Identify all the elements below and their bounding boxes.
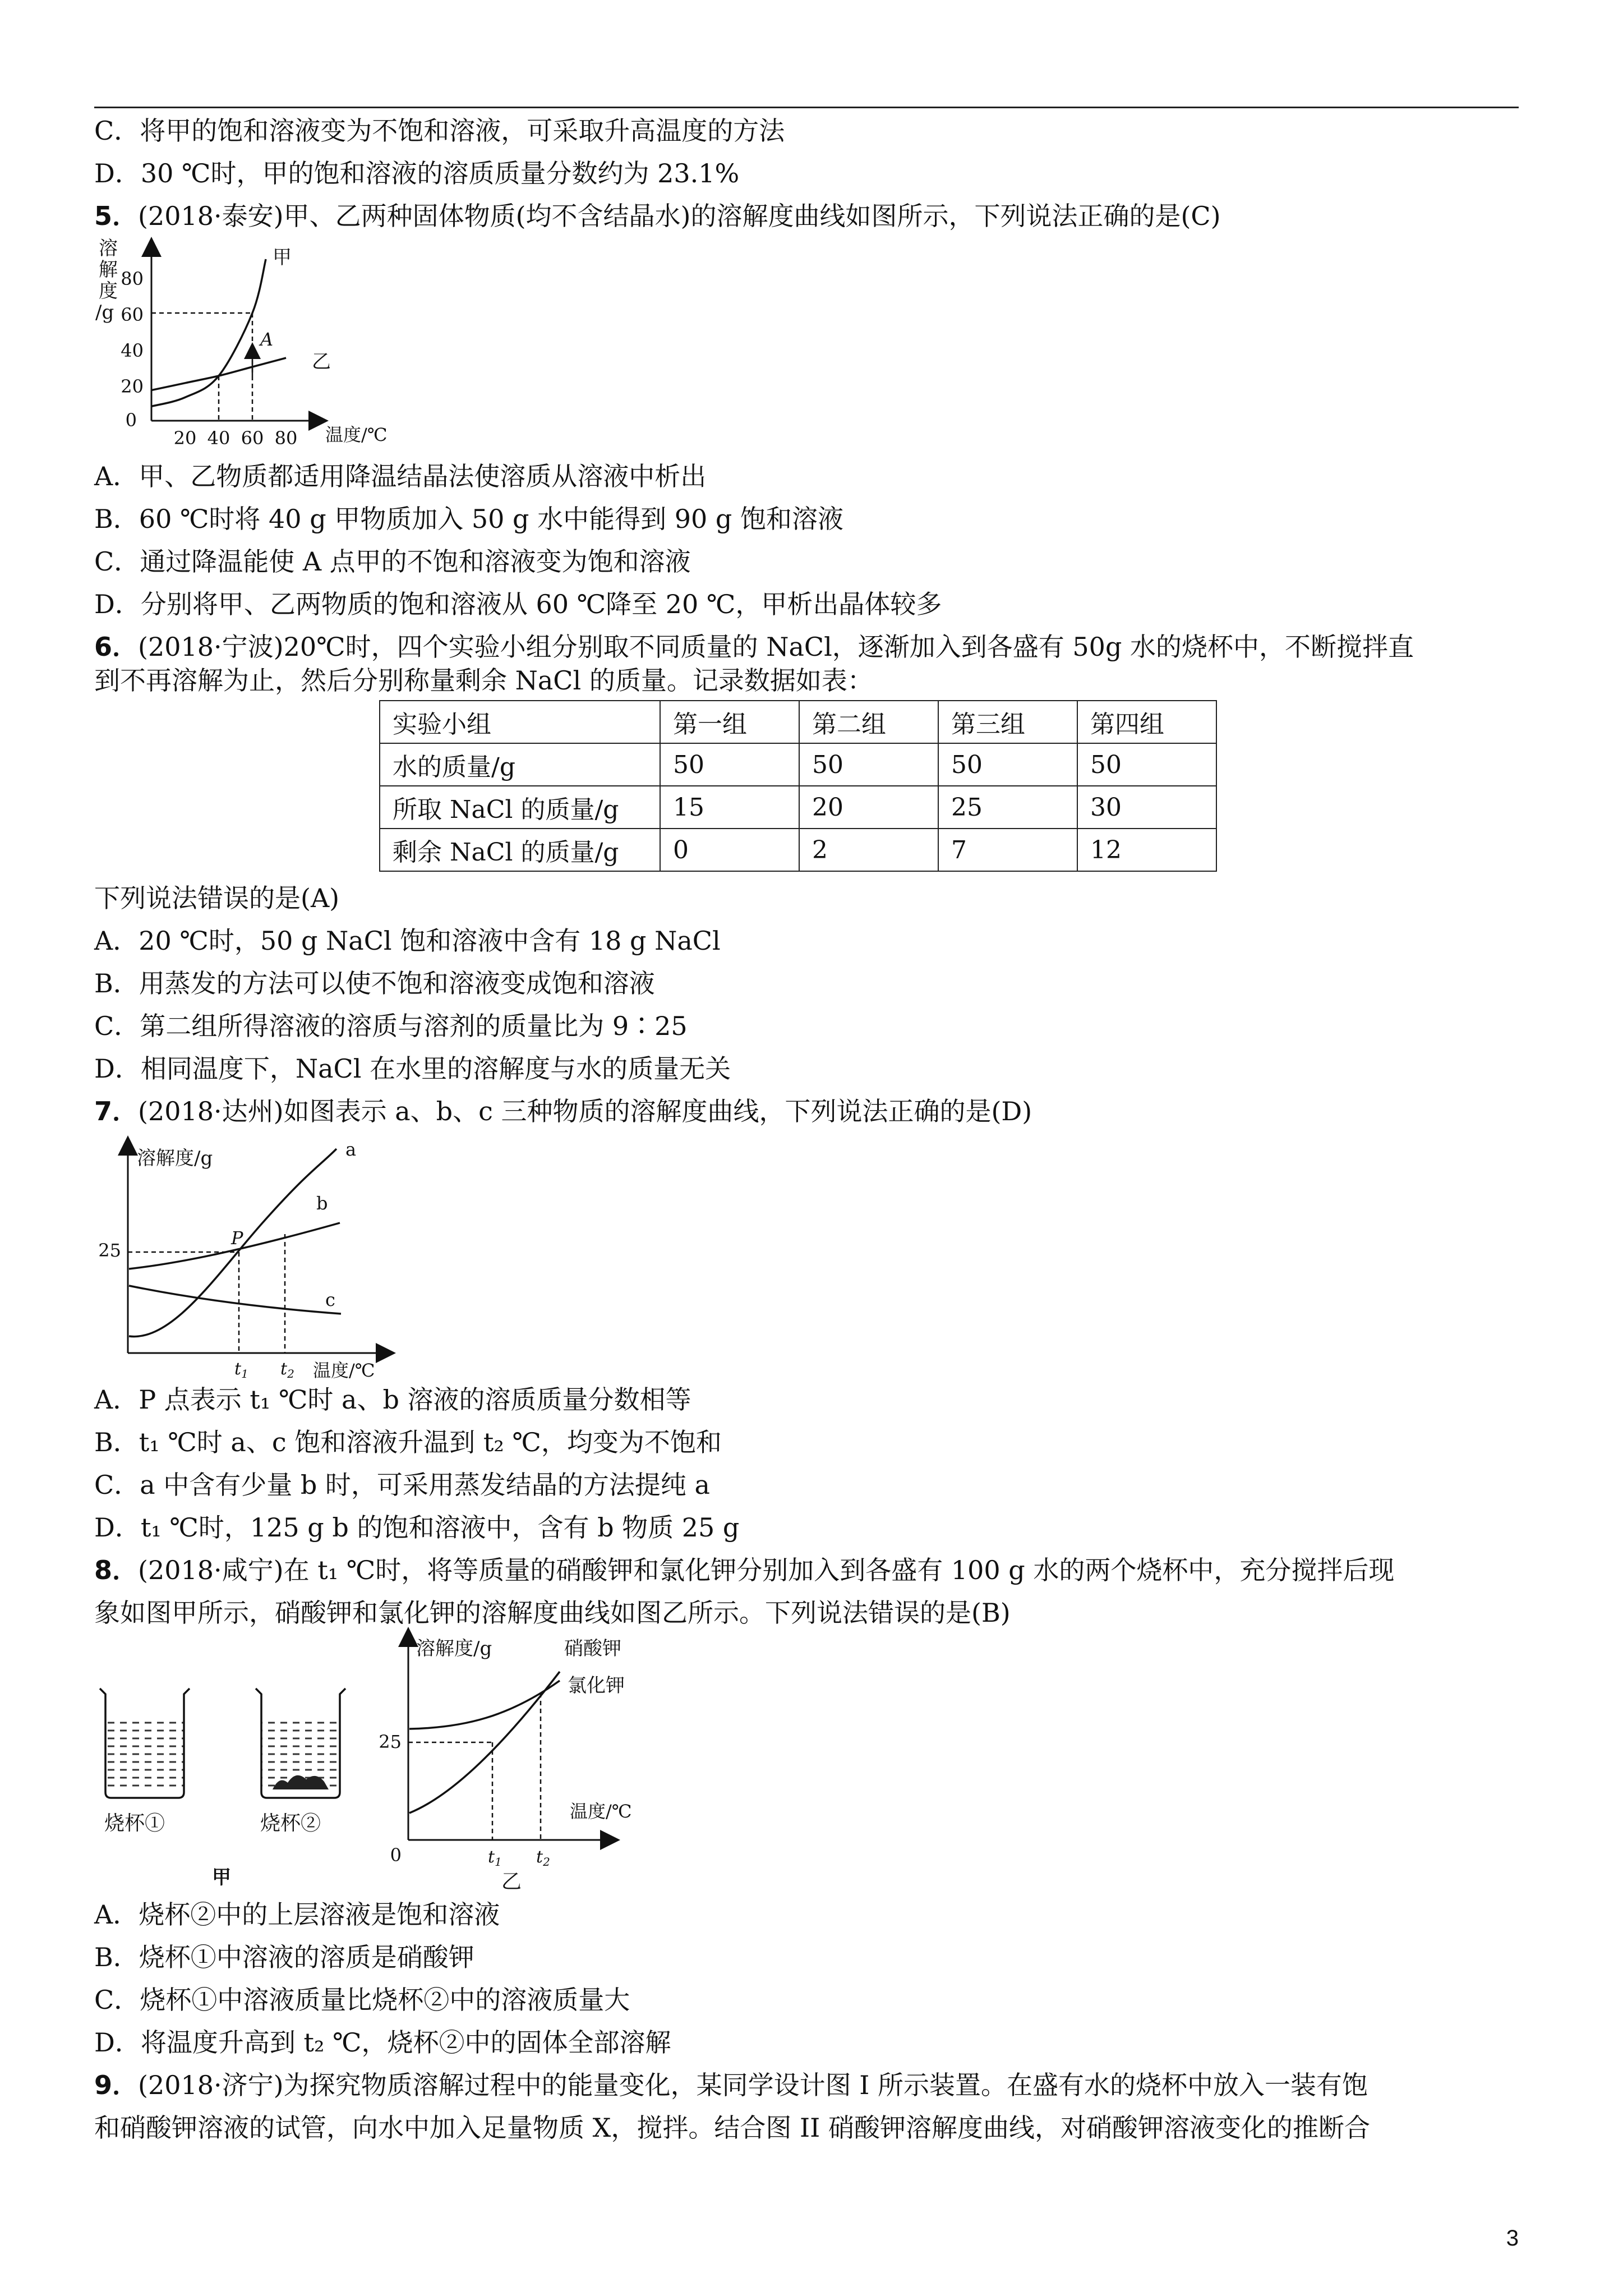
curve-label-yi: 乙 bbox=[312, 351, 331, 373]
ytick-label: 80 bbox=[121, 268, 144, 289]
beaker-1-icon bbox=[100, 1688, 190, 1798]
beaker-2-label: 烧杯② bbox=[260, 1812, 321, 1835]
table-cell: 50 bbox=[938, 743, 1077, 786]
table-cell: 20 bbox=[799, 786, 938, 829]
tick-label-t1: $t_1$ bbox=[488, 1847, 502, 1869]
x-axis-label: 温度/℃ bbox=[325, 424, 388, 445]
question-6-stem bbox=[94, 629, 1414, 664]
header-rule bbox=[94, 107, 1519, 108]
question-number: 5． bbox=[94, 201, 139, 231]
option-c: C．通过降温能使 A 点甲的不饱和溶液变为饱和溶液 bbox=[94, 546, 691, 577]
xtick-label: 60 bbox=[241, 427, 264, 449]
question-5-stem bbox=[94, 199, 1221, 233]
option-b: B．60 ℃时将 40 g 甲物质加入 50 g 水中能得到 90 g 饱和溶液 bbox=[94, 504, 843, 534]
tick-label-t1: $t_1$ bbox=[234, 1359, 248, 1381]
figure-q8-svg bbox=[94, 1632, 700, 1896]
curve-label-b: b bbox=[316, 1193, 328, 1214]
table-cell: 25 bbox=[938, 786, 1077, 829]
figure-q7-solubility bbox=[94, 1139, 431, 1386]
question-text: (2018·泰安)甲、乙两种固体物质(均不含结晶水)的溶解度曲线如图所示，下列说法正确的是(C) bbox=[138, 201, 1221, 231]
ytick-label: 0 bbox=[125, 409, 137, 431]
tick-label-t2: $t_2$ bbox=[536, 1847, 550, 1869]
table-cell: 50 bbox=[799, 743, 938, 786]
question-number: 9． bbox=[94, 2070, 139, 2100]
beaker-1-label: 烧杯① bbox=[104, 1812, 165, 1835]
y-axis-label: 溶解度/g bbox=[416, 1637, 492, 1660]
table-cell: 12 bbox=[1077, 829, 1216, 871]
table-header-cell: 实验小组 bbox=[380, 701, 660, 743]
text-line: C．将甲的饱和溶液变为不饱和溶液，可采取升高温度的方法 bbox=[94, 116, 785, 146]
text-line: 和硝酸钾溶液的试管，向水中加入足量物质 X，搅拌。结合图 II 硝酸钾溶解度曲线，对硝酸钾溶液变化的推断合 bbox=[94, 2113, 1370, 2143]
curve-label-jia: 甲 bbox=[273, 246, 292, 269]
point-label-a: A bbox=[260, 329, 274, 350]
xtick-label: 80 bbox=[274, 427, 298, 449]
point-label-p: P bbox=[231, 1227, 243, 1249]
question-9-stem bbox=[94, 2068, 1368, 2102]
question-number: 6． bbox=[94, 632, 139, 662]
curve-kcl bbox=[409, 1681, 560, 1729]
text-line: D．30 ℃时，甲的饱和溶液的溶质质量分数约为 23.1% bbox=[94, 158, 740, 188]
figure-q5-solubility bbox=[94, 236, 431, 494]
page-number: 3 bbox=[1506, 2226, 1519, 2251]
figure-q5-svg bbox=[94, 236, 431, 494]
tick-label-t2: $t_2$ bbox=[280, 1359, 294, 1381]
origin-label: 0 bbox=[390, 1844, 402, 1866]
table-cell: 水的质量/g bbox=[380, 743, 660, 786]
caption-right: 乙 bbox=[501, 1870, 522, 1893]
question-text: (2018·咸宁)在 t₁ ℃时，将等质量的硝酸钾和氯化钾分别加入到各盛有 100 g 水的两个烧杯中，充分搅拌后现 bbox=[138, 1555, 1395, 1585]
table-header-cell: 第三组 bbox=[938, 701, 1077, 743]
option-c: C．a 中含有少量 b 时，可采用蒸发结晶的方法提纯 a bbox=[94, 1470, 710, 1500]
option-d: D．分别将甲、乙两物质的饱和溶液从 60 ℃降至 20 ℃，甲析出晶体较多 bbox=[94, 589, 942, 619]
table-header-row bbox=[380, 701, 1216, 743]
ytick-label: 40 bbox=[121, 340, 144, 361]
data-table bbox=[379, 700, 1217, 872]
question-number: 7． bbox=[94, 1096, 139, 1126]
table-cell: 7 bbox=[938, 829, 1077, 871]
option-a: A．20 ℃时，50 g NaCl 饱和溶液中含有 18 g NaCl bbox=[94, 926, 721, 956]
table-row bbox=[380, 786, 1216, 829]
table-cell: 15 bbox=[660, 786, 799, 829]
table-cell: 剩余 NaCl 的质量/g bbox=[380, 829, 660, 871]
ytick-label: 60 bbox=[121, 304, 144, 325]
table-header-cell: 第二组 bbox=[799, 701, 938, 743]
curve-jia bbox=[151, 259, 266, 406]
table-cell: 所取 NaCl 的质量/g bbox=[380, 786, 660, 829]
caption-left: 甲 bbox=[212, 1866, 231, 1889]
curve-c bbox=[129, 1286, 341, 1314]
y-axis-label: 溶解度/g bbox=[137, 1147, 213, 1170]
beaker-2-icon bbox=[256, 1688, 345, 1798]
table-cell: 50 bbox=[1077, 743, 1216, 786]
xtick-label: 40 bbox=[207, 427, 230, 449]
table-row bbox=[380, 829, 1216, 871]
ytick-label: 20 bbox=[121, 376, 144, 397]
option-a: A．甲、乙物质都适用降温结晶法使溶质从溶液中析出 bbox=[94, 461, 707, 491]
ytick-label: 25 bbox=[379, 1731, 402, 1752]
figure-q7-svg bbox=[94, 1139, 431, 1386]
ytick-label: 25 bbox=[98, 1240, 121, 1261]
xtick-label: 20 bbox=[173, 427, 197, 449]
table-cell: 30 bbox=[1077, 786, 1216, 829]
table-cell: 0 bbox=[660, 829, 799, 871]
curve-label-kno3: 硝酸钾 bbox=[564, 1637, 621, 1660]
text-line: 到不再溶解为止，然后分别称量剩余 NaCl 的质量。记录数据如表： bbox=[94, 665, 873, 696]
curve-label-c: c bbox=[325, 1289, 335, 1310]
ylabel-char: 解 bbox=[99, 259, 118, 281]
table-header-cell: 第一组 bbox=[660, 701, 799, 743]
option-c: C．第二组所得溶液的溶质与溶剂的质量比为 9∶25 bbox=[94, 1011, 688, 1041]
ylabel-char: 度 bbox=[99, 280, 118, 302]
text-line: 下列说法错误的是(A) bbox=[94, 883, 340, 913]
figure-q8 bbox=[94, 1632, 700, 1896]
question-text: (2018·达州)如图表示 a、b、c 三种物质的溶解度曲线，下列说法正确的是(D) bbox=[138, 1096, 1032, 1126]
option-c: C．烧杯①中溶液质量比烧杯②中的溶液质量大 bbox=[94, 1985, 630, 2015]
question-8-stem bbox=[94, 1553, 1394, 1588]
curve-label-a: a bbox=[345, 1139, 357, 1160]
x-axis-label: 温度/℃ bbox=[570, 1801, 632, 1822]
ylabel-char: /g bbox=[95, 301, 114, 324]
option-b: B．烧杯①中溶液的溶质是硝酸钾 bbox=[94, 1942, 474, 1972]
table-row bbox=[380, 743, 1216, 786]
question-text: (2018·宁波)20℃时，四个实验小组分别取不同质量的 NaCl，逐渐加入到各盛有 50g 水的烧杯中，不断搅拌直 bbox=[138, 632, 1414, 662]
curve-label-kcl: 氯化钾 bbox=[568, 1674, 625, 1697]
x-axis-label: 温度/℃ bbox=[313, 1360, 375, 1381]
option-a: A．P 点表示 t₁ ℃时 a、b 溶液的溶质质量分数相等 bbox=[94, 1384, 691, 1415]
question-number: 8． bbox=[94, 1555, 139, 1585]
question-text: (2018·济宁)为探究物质溶解过程中的能量变化，某同学设计图 I 所示装置。在盛有水的烧杯中放入一装有饱 bbox=[138, 2070, 1368, 2100]
table-header-cell: 第四组 bbox=[1077, 701, 1216, 743]
option-b: B．t₁ ℃时 a、c 饱和溶液升温到 t₂ ℃，均变为不饱和 bbox=[94, 1427, 722, 1457]
option-a: A．烧杯②中的上层溶液是饱和溶液 bbox=[94, 1899, 500, 1930]
text-line: 象如图甲所示，硝酸钾和氯化钾的溶解度曲线如图乙所示。下列说法错误的是(B) bbox=[94, 1598, 1011, 1628]
option-d: D．将温度升高到 t₂ ℃，烧杯②中的固体全部溶解 bbox=[94, 2027, 671, 2058]
option-d: D．t₁ ℃时，125 g b 的饱和溶液中，含有 b 物质 25 g bbox=[94, 1512, 740, 1543]
table-cell: 2 bbox=[799, 829, 938, 871]
ylabel-char: 溶 bbox=[99, 237, 118, 260]
table-cell: 50 bbox=[660, 743, 799, 786]
option-b: B．用蒸发的方法可以使不饱和溶液变成饱和溶液 bbox=[94, 968, 655, 999]
question-7-stem bbox=[94, 1094, 1032, 1129]
option-d: D．相同温度下，NaCl 在水里的溶解度与水的质量无关 bbox=[94, 1053, 731, 1084]
